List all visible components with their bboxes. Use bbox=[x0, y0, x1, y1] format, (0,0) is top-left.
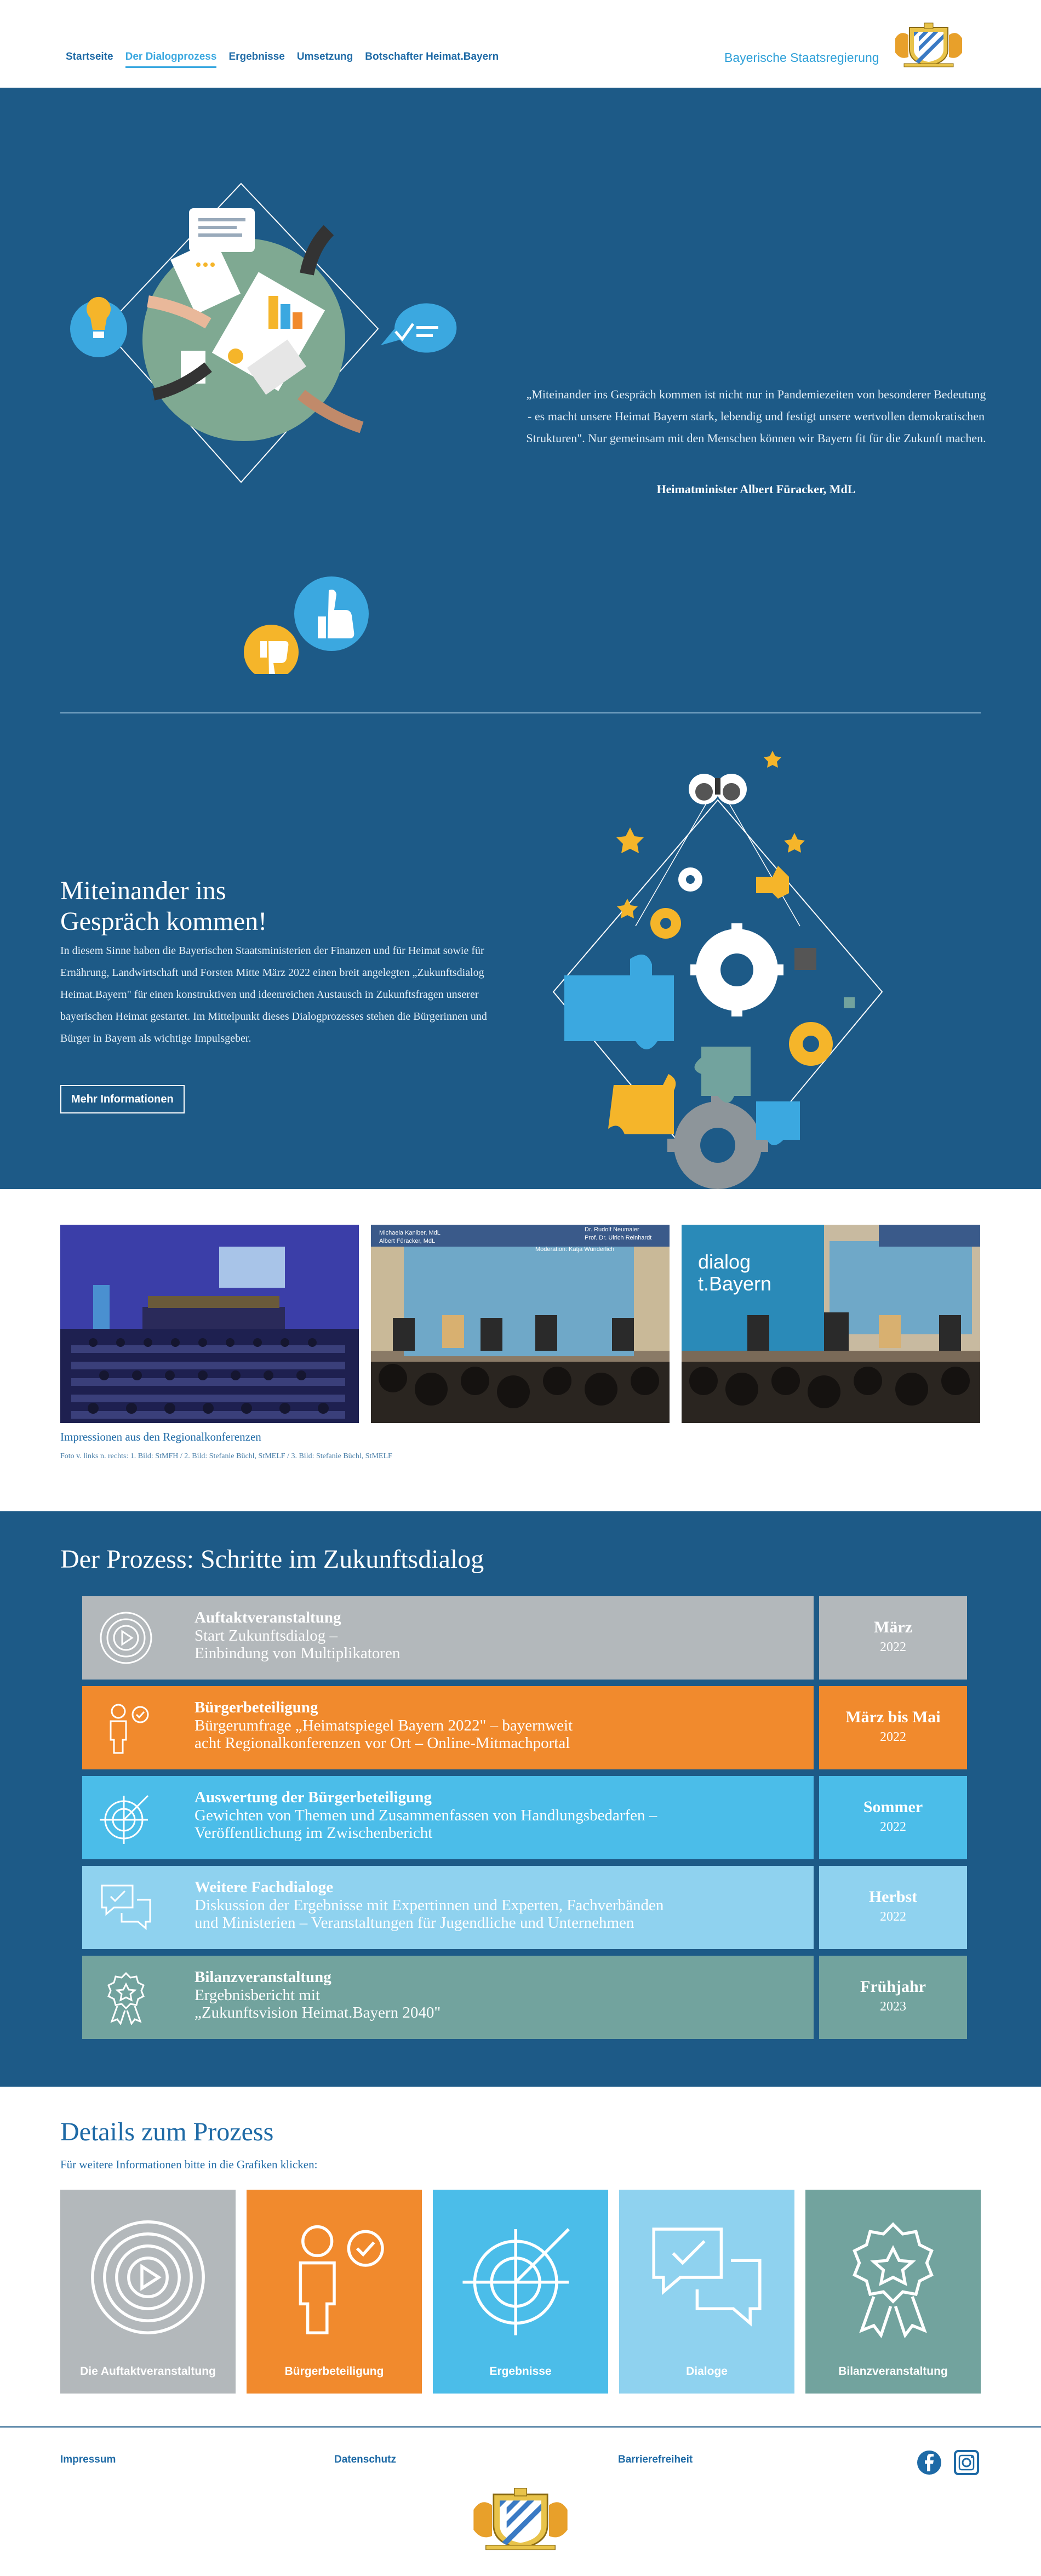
quote-author: Heimatminister Albert Füracker, MdL bbox=[656, 482, 856, 496]
government-label[interactable]: Bayerische Staatsregierung bbox=[724, 50, 879, 65]
conference-photo-3[interactable] bbox=[682, 1225, 980, 1423]
hero-title bbox=[60, 876, 389, 937]
process-step-fachdialoge bbox=[82, 1866, 814, 1949]
step-year: 2022 bbox=[880, 1820, 906, 1834]
details-hint: Für weitere Informationen bitte in die Grafiken klicken: bbox=[60, 2158, 318, 2171]
photo-2-sign-2: Albert Füracker, MdL bbox=[379, 1238, 436, 1244]
gallery-section bbox=[0, 1189, 1041, 1511]
chat-check-icon bbox=[99, 1880, 153, 1935]
step-date-fachdialoge bbox=[819, 1866, 967, 1949]
nav-startseite[interactable]: Startseite bbox=[66, 51, 113, 62]
step-title: Bilanzveranstaltung bbox=[195, 1968, 331, 1986]
nav-umsetzung[interactable]: Umsetzung bbox=[296, 51, 353, 62]
hero-intro: In diesem Sinne haben die Bayerischen Staatsministerien der Finanzen und für Heimat sowie für Ernährung, Landwirtschaft und Forsten Mitte März 2022 einen breit angelegten „Zukunftsdialog Heimat.Bayern" für einen konstruktiven und ideenreichen Austausch in Zukunftsfragen unserer bayerischen Heimat gestartet. Im Mittelpunkt dieses Dialogprozesses stehen die Bürgerinnen und Bürger in Bayern als wichtige Impulsgeber. bbox=[60, 945, 487, 1044]
step-desc-line2: und Ministerien – Veranstaltungen für Jugendliche und Unternehmen bbox=[195, 1914, 634, 1932]
step-year: 2022 bbox=[880, 1910, 906, 1924]
step-desc-line2: Einbindung von Multiplikatoren bbox=[195, 1644, 401, 1662]
play-icon bbox=[88, 2217, 208, 2338]
photo-3-image bbox=[682, 1225, 980, 1423]
photo-3-banner-2: t.Bayern bbox=[698, 1272, 772, 1295]
step-year: 2022 bbox=[880, 1730, 906, 1744]
step-title: Auftaktveranstaltung bbox=[195, 1609, 341, 1626]
details-title: Details zum Prozess bbox=[60, 2117, 274, 2146]
tile-label: Dialoge bbox=[686, 2365, 728, 2378]
photo-1-image bbox=[60, 1225, 359, 1423]
step-year: 2023 bbox=[880, 2000, 906, 2014]
tile-bilanzveranstaltung[interactable] bbox=[805, 2190, 981, 2394]
process-step-bilanz bbox=[82, 1956, 814, 2039]
nav-botschafter[interactable]: Botschafter Heimat.Bayern bbox=[365, 51, 499, 62]
more-info-button[interactable]: Mehr Informationen bbox=[60, 1085, 185, 1113]
step-date-auswertung bbox=[819, 1776, 967, 1859]
step-date-auftakt bbox=[819, 1596, 967, 1680]
process-step-auftakt bbox=[82, 1596, 814, 1680]
hero-title-line1: Miteinander ins bbox=[60, 876, 226, 905]
tile-label: Bilanzveranstaltung bbox=[838, 2365, 948, 2378]
step-desc-line1: Diskussion der Ergebnisse mit Expertinnen und Experten, Fachverbänden bbox=[195, 1897, 664, 1914]
photo-2-sign-5: Moderation: Katja Wunderlich bbox=[535, 1246, 615, 1253]
step-title: Auswertung der Bürgerbeteiligung bbox=[195, 1789, 432, 1806]
dialog-illustration bbox=[55, 121, 493, 674]
impressum-link[interactable]: Impressum bbox=[60, 2454, 116, 2465]
photo-2-image bbox=[371, 1225, 670, 1423]
conference-photo-2[interactable] bbox=[371, 1225, 670, 1423]
target-icon bbox=[99, 1790, 153, 1845]
step-desc-line1: Gewichten von Themen und Zusammenfassen von Handlungsbedarfen – bbox=[195, 1807, 657, 1824]
tile-buergerbeteiligung[interactable] bbox=[247, 2190, 422, 2394]
step-desc-line2: Veröffentlichung im Zwischenbericht bbox=[195, 1824, 433, 1842]
process-step-buergerbeteiligung bbox=[82, 1686, 814, 1769]
details-section bbox=[0, 2087, 1041, 2426]
tile-dialoge[interactable] bbox=[619, 2190, 794, 2394]
step-month: Frühjahr bbox=[860, 1978, 926, 1996]
hero-section bbox=[0, 88, 1041, 1189]
tile-label: Ergebnisse bbox=[489, 2365, 552, 2378]
chat-check-icon bbox=[647, 2217, 767, 2338]
photo-credit: Foto v. links n. rechts: 1. Bild: StMFH / 2. Bild: Stefanie Büchl, StMELF / 3. Bild: Stefanie Büchl, StMELF bbox=[60, 1452, 392, 1460]
hero-quote: „Miteinander ins Gespräch kommen ist nicht nur in Pandemiezeiten von besonderer Bedeutung - es macht unsere Heimat Bayern stark, lebendig und festigt unsere wertvollen demokratischen Strukturen". Nur gemeinsam mit den Menschen können wir Bayern fit für die Zukunft machen. bbox=[526, 387, 986, 445]
person-check-icon bbox=[99, 1700, 153, 1755]
puzzle-gears-illustration bbox=[520, 740, 904, 1211]
step-date-buergerbeteiligung bbox=[819, 1686, 967, 1769]
process-section bbox=[0, 1511, 1041, 2087]
nav-dialogprozess[interactable]: Der Dialogprozess bbox=[125, 51, 217, 68]
award-icon bbox=[833, 2217, 953, 2338]
step-month: Sommer bbox=[863, 1798, 923, 1816]
hero-divider bbox=[60, 712, 981, 713]
main-nav bbox=[66, 51, 511, 68]
nav-ergebnisse[interactable]: Ergebnisse bbox=[228, 51, 285, 62]
site-header bbox=[0, 0, 1041, 88]
step-desc-line2: acht Regionalkonferenzen vor Ort – Online-Mitmachportal bbox=[195, 1734, 570, 1752]
datenschutz-link[interactable]: Datenschutz bbox=[334, 2454, 396, 2465]
coat-of-arms-logo[interactable] bbox=[893, 22, 964, 68]
step-month: März bis Mai bbox=[845, 1708, 941, 1726]
play-icon bbox=[99, 1610, 153, 1665]
barrierefreiheit-link[interactable]: Barrierefreiheit bbox=[618, 2454, 693, 2465]
conference-photo-1[interactable] bbox=[60, 1225, 359, 1423]
hero-title-line2: Gespräch kommen! bbox=[60, 907, 267, 936]
step-desc-line2: „Zukunftsvision Heimat.Bayern 2040" bbox=[195, 2004, 441, 2021]
step-title: Weitere Fachdialoge bbox=[195, 1878, 334, 1896]
photo-2-sign-4: Prof. Dr. Ulrich Reinhardt bbox=[585, 1235, 652, 1241]
tile-auftaktveranstaltung[interactable] bbox=[60, 2190, 236, 2394]
process-step-auswertung bbox=[82, 1776, 814, 1859]
gallery-caption: Impressionen aus den Regionalkonferenzen bbox=[60, 1430, 261, 1443]
photo-3-banner-1: dialog bbox=[698, 1250, 751, 1273]
facebook-icon[interactable] bbox=[916, 2449, 942, 2476]
step-month: März bbox=[874, 1618, 912, 1636]
step-desc-line1: Start Zukunftsdialog – bbox=[195, 1627, 338, 1644]
site-footer bbox=[0, 2426, 1041, 2554]
step-year: 2022 bbox=[880, 1640, 906, 1654]
step-title: Bürgerbeteiligung bbox=[195, 1699, 318, 1716]
step-date-bilanz bbox=[819, 1956, 967, 2039]
instagram-icon[interactable] bbox=[953, 2449, 980, 2476]
photo-2-sign-3: Dr. Rudolf Neumaier bbox=[585, 1226, 639, 1233]
process-title: Der Prozess: Schritte im Zukunftsdialog bbox=[60, 1545, 484, 1574]
tile-label: Die Auftaktveranstaltung bbox=[80, 2365, 216, 2378]
target-icon bbox=[460, 2217, 581, 2338]
award-icon bbox=[99, 1970, 153, 2025]
tile-label: Bürgerbeteiligung bbox=[284, 2365, 384, 2378]
photo-2-sign-1: Michaela Kaniber, MdL bbox=[379, 1230, 441, 1236]
person-check-icon bbox=[274, 2217, 394, 2338]
step-desc-line1: Ergebnisbericht mit bbox=[195, 1986, 320, 2004]
step-desc-line1: Bürgerumfrage „Heimatspiegel Bayern 2022" – bayernweit bbox=[195, 1717, 573, 1734]
tile-ergebnisse[interactable] bbox=[433, 2190, 608, 2394]
coat-of-arms-footer-logo bbox=[466, 2487, 575, 2551]
step-month: Herbst bbox=[868, 1888, 918, 1906]
